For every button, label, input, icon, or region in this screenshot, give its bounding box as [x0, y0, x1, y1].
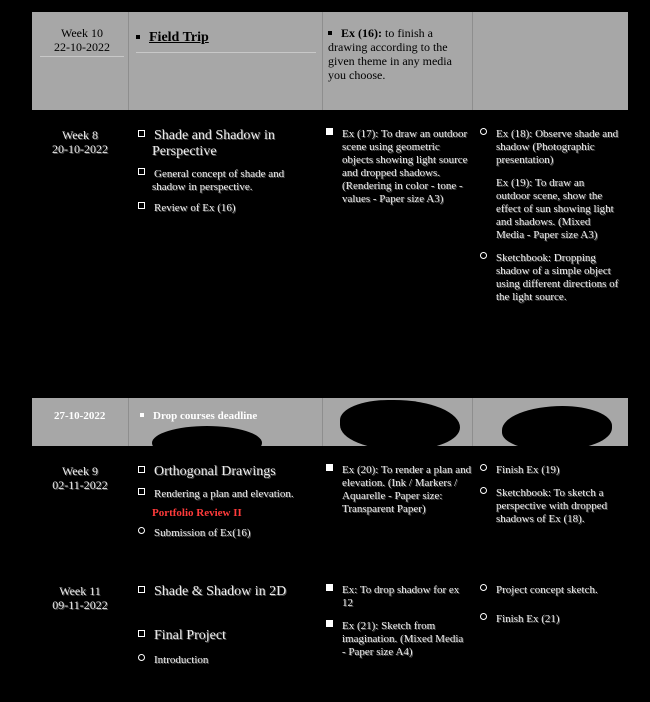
- circle-bullet-icon: [480, 464, 487, 471]
- week-label: Week 8: [61, 128, 99, 142]
- week11-week-cell: [40, 584, 120, 612]
- task-text: to finish a drawing according to the given theme in any media you choose.: [328, 26, 452, 82]
- square-bullet-icon: [326, 128, 333, 135]
- week8-week-cell: [40, 128, 120, 156]
- square-bullet-icon: [138, 168, 145, 175]
- week-date: 02-11-2022: [52, 478, 108, 492]
- bullet-icon: [136, 35, 140, 39]
- divider: [128, 12, 129, 110]
- week11-tasks: [326, 584, 466, 659]
- week9-homework: [480, 464, 620, 526]
- week10-week-cell: [40, 26, 124, 54]
- week11-homework: [480, 584, 620, 626]
- divider: [136, 52, 316, 53]
- task-item: Ex: To drop shadow for ex 12: [326, 584, 466, 610]
- square-bullet-icon: [138, 202, 145, 209]
- week-label: Week 10: [60, 26, 104, 40]
- square-bullet-icon: [138, 466, 145, 473]
- circle-bullet-icon: [480, 487, 487, 494]
- week11-topics: [138, 584, 314, 667]
- week9-task: Ex (20): To render a plan and elevation. (Ink / Markers / Aquarelle - Paper size: Transparent Paper): [326, 464, 482, 516]
- topic-title: Field Trip: [149, 30, 209, 45]
- topic-item: Rendering a plan and elevation.: [138, 488, 314, 501]
- divider: [40, 56, 124, 57]
- homework-item: Ex (18): Observe shade and shadow (Photographic presentation): [480, 128, 620, 167]
- drop-deadline-row: [32, 398, 628, 446]
- square-bullet-icon: [326, 464, 333, 471]
- week-label: Week 11: [59, 584, 101, 598]
- week10-row: [32, 12, 628, 110]
- topic-item: Shade and Shadow in Perspective: [138, 128, 308, 160]
- topic-item: General concept of shade and shadow in perspective.: [138, 168, 308, 194]
- week9-week-cell: [40, 464, 120, 492]
- drop-text: Drop courses deadline: [140, 410, 257, 422]
- ink-blot: [152, 426, 262, 446]
- ink-blot: [340, 400, 460, 446]
- circle-bullet-icon: [138, 527, 145, 534]
- homework-item: Finish Ex (21): [480, 613, 620, 626]
- week-label: Week 9: [61, 464, 99, 478]
- bullet-icon: [328, 31, 332, 35]
- homework-item: Finish Ex (19): [480, 464, 620, 477]
- divider: [128, 398, 129, 446]
- circle-bullet-icon: [480, 252, 487, 259]
- homework-item: Project concept sketch.: [480, 584, 620, 597]
- divider: [322, 398, 323, 446]
- week8-topics: [138, 128, 308, 215]
- square-bullet-icon: [326, 584, 333, 591]
- homework-item: Sketchbook: To sketch a perspective with dropped shadows of Ex (18).: [480, 487, 620, 526]
- circle-bullet-icon: [480, 584, 487, 591]
- square-bullet-icon: [138, 130, 145, 137]
- square-bullet-icon: [326, 620, 333, 627]
- topic-item: Submission of Ex(16): [138, 527, 314, 540]
- topic-item: Introduction: [138, 654, 314, 667]
- circle-bullet-icon: [480, 128, 487, 135]
- homework-item: Sketchbook: Dropping shadow of a simple object using different directions of the light source.: [480, 252, 620, 304]
- ink-blot: [502, 406, 612, 446]
- week10-topic-cell: [136, 28, 316, 46]
- divider: [472, 12, 473, 110]
- week9-topics: [138, 464, 314, 540]
- week-date: 20-10-2022: [52, 142, 108, 156]
- drop-date: 27-10-2022: [54, 410, 106, 422]
- square-bullet-icon: [138, 586, 145, 593]
- square-bullet-icon: [138, 630, 145, 637]
- week8-homework: [480, 128, 620, 304]
- circle-bullet-icon: [480, 613, 487, 620]
- portfolio-review-note: Portfolio Review II: [152, 507, 242, 519]
- week-date: 22-10-2022: [54, 40, 110, 54]
- bullet-icon: [140, 413, 144, 417]
- week-date: 09-11-2022: [52, 598, 108, 612]
- topic-item: Shade & Shadow in 2D: [138, 584, 314, 600]
- circle-bullet-icon: [138, 654, 145, 661]
- week8-task: Ex (17): To draw an outdoor scene using geometric objects showing light source and dropped shadows. (Rendering in color - tone - values - Paper size A3): [326, 128, 470, 206]
- topic-item: Final Project: [138, 628, 314, 644]
- task-item: Ex (21): Sketch from imagination. (Mixed Media - Paper size A4): [326, 620, 466, 659]
- topic-item: Orthogonal Drawings: [138, 464, 314, 480]
- task-label: Ex (16):: [341, 26, 382, 40]
- divider: [472, 398, 473, 446]
- week10-task-cell: [328, 26, 466, 82]
- topic-item: Review of Ex (16): [138, 202, 308, 215]
- divider: [322, 12, 323, 110]
- homework-item: Ex (19): To draw an outdoor scene, show the effect of sun showing light and shadows. (Mixed Media - Paper size A3): [496, 177, 614, 241]
- square-bullet-icon: [138, 488, 145, 495]
